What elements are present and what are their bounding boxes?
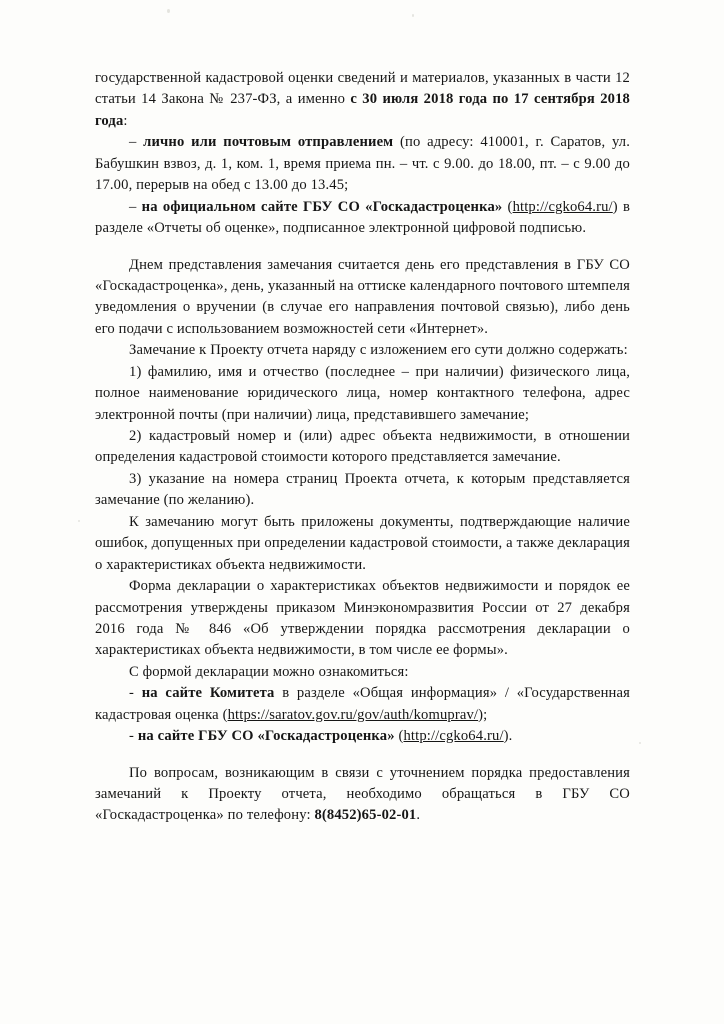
text-run: 3) указание на номера страниц Проекта отчета, к которым представляется замечание (по желанию). xyxy=(95,470,630,509)
text-run: Форма декларации о характеристиках объектов недвижимости и порядок ее рассмотрения утверждены приказом Минэкономразвития России от 27 декабря 2016 года № 846 «Об утверждении порядка рассмотрения декларации о характеристиках объекта недвижимости, в том числе ее формы». xyxy=(95,578,630,659)
text-run: – xyxy=(129,198,142,215)
paragraph xyxy=(95,469,630,512)
emphasis-text: на сайте Комитета xyxy=(141,685,275,702)
paragraph xyxy=(95,197,630,240)
paragraph xyxy=(95,426,630,469)
text-run: ). xyxy=(503,728,513,745)
emphasis-text: 8(8452)65-02-01 xyxy=(314,807,417,824)
text-run: - xyxy=(129,685,142,702)
document-body xyxy=(95,68,630,827)
text-run: ( xyxy=(394,728,404,745)
paragraph xyxy=(95,340,630,361)
emphasis-text: лично или почтовым отправлением xyxy=(143,134,394,151)
scan-speck xyxy=(412,14,414,17)
text-run: Днем представления замечания считается день его представления в ГБУ СО «Госкадастроценка», день, указанный на оттиске календарного почтового штемпеля уведомления о вручении (в случае его направления почтовой связью), либо день его подачи с использованием возможностей сети «Интернет». xyxy=(95,256,630,337)
paragraph xyxy=(95,576,630,662)
paragraph xyxy=(95,512,630,576)
scan-speck xyxy=(167,9,170,13)
text-run: ) в разделе «Отчеты об оценке», подписанное электронной цифровой подписью. xyxy=(95,198,631,237)
text-run: : xyxy=(123,112,128,129)
text-run: в разделе «Общая информация» / «Государственная кадастровая оценка ( xyxy=(95,685,630,723)
text-run: По вопросам, возникающим в связи с уточнением порядка предоставления замечаний к Проекту отчета, необходимо обращаться в ГБУ СО «Госкадастроценка» по телефону: xyxy=(95,764,630,824)
emphasis-text: на сайте ГБУ СО «Госкадастроценка» xyxy=(137,728,395,745)
text-run: государственной кадастровой оценки сведений и материалов, указанных в части 12 статьи 14 Закона № 237-ФЗ, а именно xyxy=(95,70,630,108)
text-run: С формой декларации можно ознакомиться: xyxy=(129,663,409,680)
paragraph xyxy=(95,726,630,747)
text-run: . xyxy=(416,807,421,824)
text-run: 1) фамилию, имя и отчество (последнее – при наличии) физического лица, полное наименование юридического лица, номер контактного телефона, адрес электронной почты (при наличии) лица, представившего замечание; xyxy=(95,363,630,423)
paragraph xyxy=(95,132,630,196)
paragraph xyxy=(95,255,630,341)
paragraph xyxy=(95,362,630,426)
text-run: 2) кадастровый номер и (или) адрес объекта недвижимости, в отношении определения кадастровой стоимости которого представляется замечание. xyxy=(95,428,630,466)
paragraph xyxy=(95,68,630,132)
text-run: (по адресу: 410001, г. Саратов, ул. Бабушкин взвоз, д. 1, ком. 1, время приема пн. – чт. с 9.00. до 18.00, пт. – с 9.00 до 17.00, перерыв на обед с 13.00 до 13.45; xyxy=(95,134,630,194)
hyperlink[interactable]: http://cgko64.ru/ xyxy=(512,198,613,215)
emphasis-text: на официальном сайте ГБУ СО «Госкадастроценка» xyxy=(141,198,503,215)
hyperlink[interactable]: https://saratov.gov.ru/gov/auth/komuprav/ xyxy=(227,706,479,723)
text-run: Замечание к Проекту отчета наряду с изложением его сути должно содержать: xyxy=(129,342,628,359)
text-run: ); xyxy=(478,706,488,723)
text-run: - xyxy=(129,728,138,745)
emphasis-text: с 30 июля 2018 года по 17 сентября 2018 года xyxy=(95,91,630,129)
text-run: К замечанию могут быть приложены документы, подтверждающие наличие ошибок, допущенных при определении кадастровой стоимости, а также декларация о характеристиках объекта недвижимости. xyxy=(95,513,630,573)
scan-speck xyxy=(639,742,641,744)
paragraph xyxy=(95,683,630,726)
text-run: ( xyxy=(502,198,513,215)
text-run: – xyxy=(129,134,144,151)
paragraph xyxy=(95,662,630,683)
scan-speck xyxy=(78,520,80,522)
hyperlink[interactable]: http://cgko64.ru/ xyxy=(403,728,504,745)
paragraph xyxy=(95,763,630,827)
